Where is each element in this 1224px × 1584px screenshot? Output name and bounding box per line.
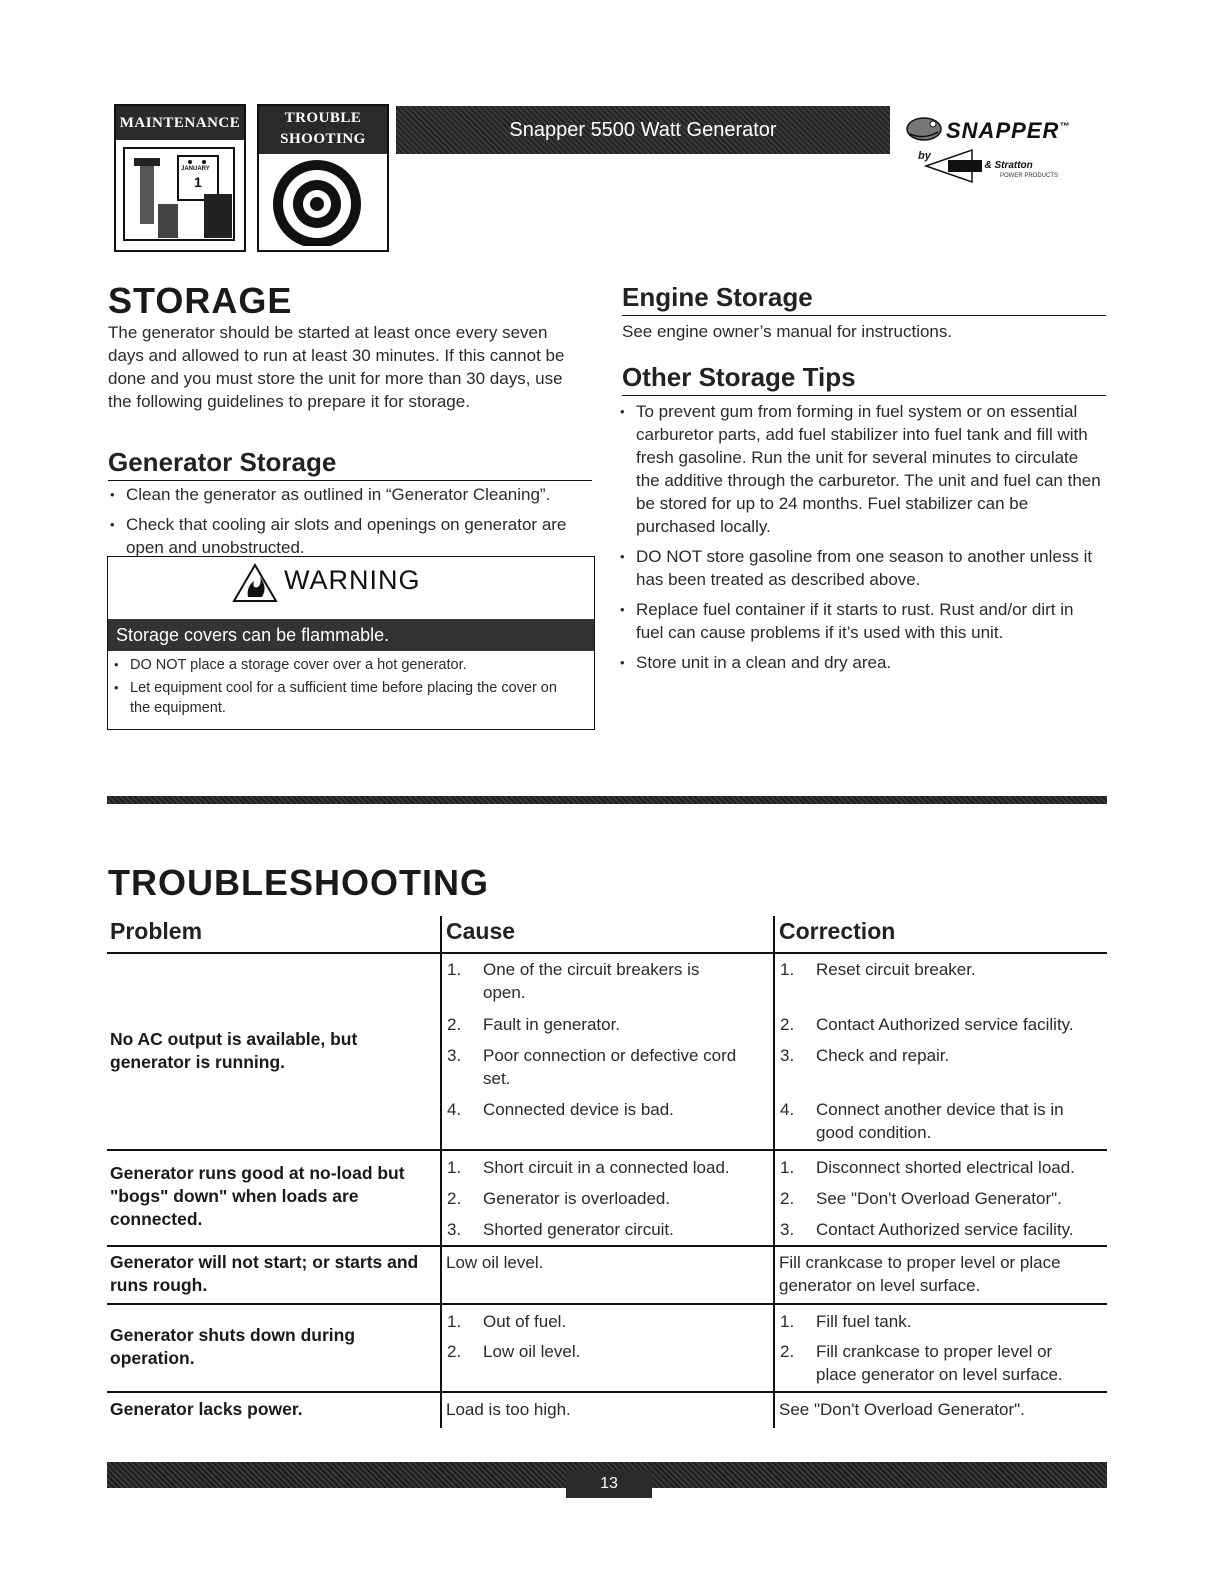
generator-storage-list [108,483,594,566]
row-divider [107,952,1107,954]
table-row-cause: 2. Low oil level. [447,1342,581,1361]
table-row-cause: 3. Poor connection or defective cord set. [447,1046,737,1088]
table-row-problem: No AC output is available, but generator is running. [110,1029,358,1072]
row-divider [107,1391,1107,1393]
maintenance-tab-label: MAINTENANCE [116,106,244,140]
maintenance-calendar-icon [120,144,238,244]
header-banner: Snapper 5500 Watt Generator [396,106,890,154]
engine-storage-heading: Engine Storage [622,282,1106,316]
warning-bar: Storage covers can be flammable. [108,619,594,651]
row-divider [107,1303,1107,1305]
list-item: • Let equipment cool for a sufficient time before placing the cover on the equipment. [112,678,572,718]
troubleshooting-tab-label-1: TROUBLE [284,110,362,126]
table-row-correction: 3. Contact Authorized service facility. [780,1220,1074,1239]
generator-storage-heading: Generator Storage [108,447,592,481]
warning-title: WARNING [284,565,421,595]
table-row-correction: 2. Fill crankcase to proper level or place generator on level surface. [780,1342,1063,1384]
table-row-correction: 4. Connect another device that is in good condition. [780,1100,1064,1142]
row-divider [107,1149,1107,1151]
list-item: • Store unit in a clean and dry area. [618,651,1102,674]
other-storage-tips-heading: Other Storage Tips [622,362,1106,396]
fire-warning-icon [232,563,278,603]
list-item: • Check that cooling air slots and openings on generator are open and unobstructed. [108,513,594,559]
table-row-correction: 1. Fill fuel tank. [780,1312,912,1331]
storage-intro: The generator should be started at least once every seven days and allowed to run at least 30 minutes. If this cannot be done and you must store the unit for more than 30 days, use the following guidelines to prepare it for storage. [108,323,565,411]
table-row-correction: 3. Check and repair. [780,1046,950,1065]
table-row-cause: 1. Short circuit in a connected load. [447,1158,730,1177]
maintenance-tab [114,104,246,252]
table-row-cause: 2. Generator is overloaded. [447,1189,671,1208]
problem-column-header: Problem [110,918,203,944]
column-divider [440,916,442,1428]
target-icon [265,154,379,246]
cause-column-header: Cause [446,918,516,944]
list-item: • DO NOT place a storage cover over a hot generator. [112,655,572,675]
table-row-correction: Fill crankcase to proper level or place generator on level surface. [779,1253,1061,1295]
turtle-icon [902,112,944,144]
engine-storage-text: See engine owner’s manual for instructions. [622,322,953,341]
table-row-cause: 3. Shorted generator circuit. [447,1220,674,1239]
calendar-day: 1 [194,174,202,190]
logo-by: by [918,150,931,162]
table-row-correction: 2. Contact Authorized service facility. [780,1015,1074,1034]
row-divider [107,1245,1107,1247]
table-row-correction: 1. Disconnect shorted electrical load. [780,1158,1075,1177]
calendar-month: JANUARY [181,166,210,172]
storage-title: STORAGE [108,280,293,321]
list-item: • To prevent gum from forming in fuel system or on essential carburetor parts, add fuel stabilizer into fuel tank and fill with fresh gasoline. Run the unit for several minutes to circulate the additive through the carburetor. The unit and fuel can then be stored for up to 24 months. Fuel stabilizer can be purchased locally. [618,400,1102,538]
table-row-cause: Load is too high. [446,1400,571,1419]
table-row-cause: 4. Connected device is bad. [447,1100,674,1119]
troubleshooting-title: TROUBLESHOOTING [108,862,489,903]
section-divider [107,796,1107,804]
table-row-correction: 2. See "Don't Overload Generator". [780,1189,1062,1208]
troubleshooting-tab [257,104,389,252]
table-row-problem: Generator shuts down during operation. [110,1325,356,1368]
list-item: • Clean the generator as outlined in “Generator Cleaning”. [108,483,594,506]
table-row-problem: Generator runs good at no-load but "bogs" down" when loads are connected. [110,1163,405,1229]
table-row-cause: 2. Fault in generator. [447,1015,621,1034]
table-row-problem: Generator will not start; or starts and runs rough. [110,1252,419,1295]
list-item: • Replace fuel container if it starts to rust. Rust and/or dirt in fuel can cause problems if it’s used with this unit. [618,598,1102,644]
page-number: 13 [566,1470,652,1498]
briggs-logo-sub: POWER PRODUCTS [1000,173,1059,179]
troubleshooting-tab-label-2: SHOOTING [280,131,366,147]
table-row-correction: See "Don't Overload Generator". [779,1400,1025,1419]
briggs-logo-text: Briggs & Stratton [950,160,1033,171]
list-item: • DO NOT store gasoline from one season to another unless it has been treated as described above. [618,545,1102,591]
snapper-logo [900,106,1100,186]
warning-list [112,655,572,725]
table-row-cause: 1. Out of fuel. [447,1312,567,1331]
snapper-logo-text: SNAPPER [946,118,1060,143]
other-storage-tips-list [618,400,1102,681]
table-row-correction: 1. Reset circuit breaker. [780,960,976,979]
snapper-logo-tm: ™ [1059,121,1071,133]
warning-box [107,556,595,730]
table-row-problem: Generator lacks power. [110,1399,303,1419]
column-divider [773,916,775,1428]
correction-column-header: Correction [779,918,896,944]
table-row-cause: Low oil level. [446,1253,544,1272]
table-row-cause: 1. One of the circuit breakers is open. [447,960,700,1002]
